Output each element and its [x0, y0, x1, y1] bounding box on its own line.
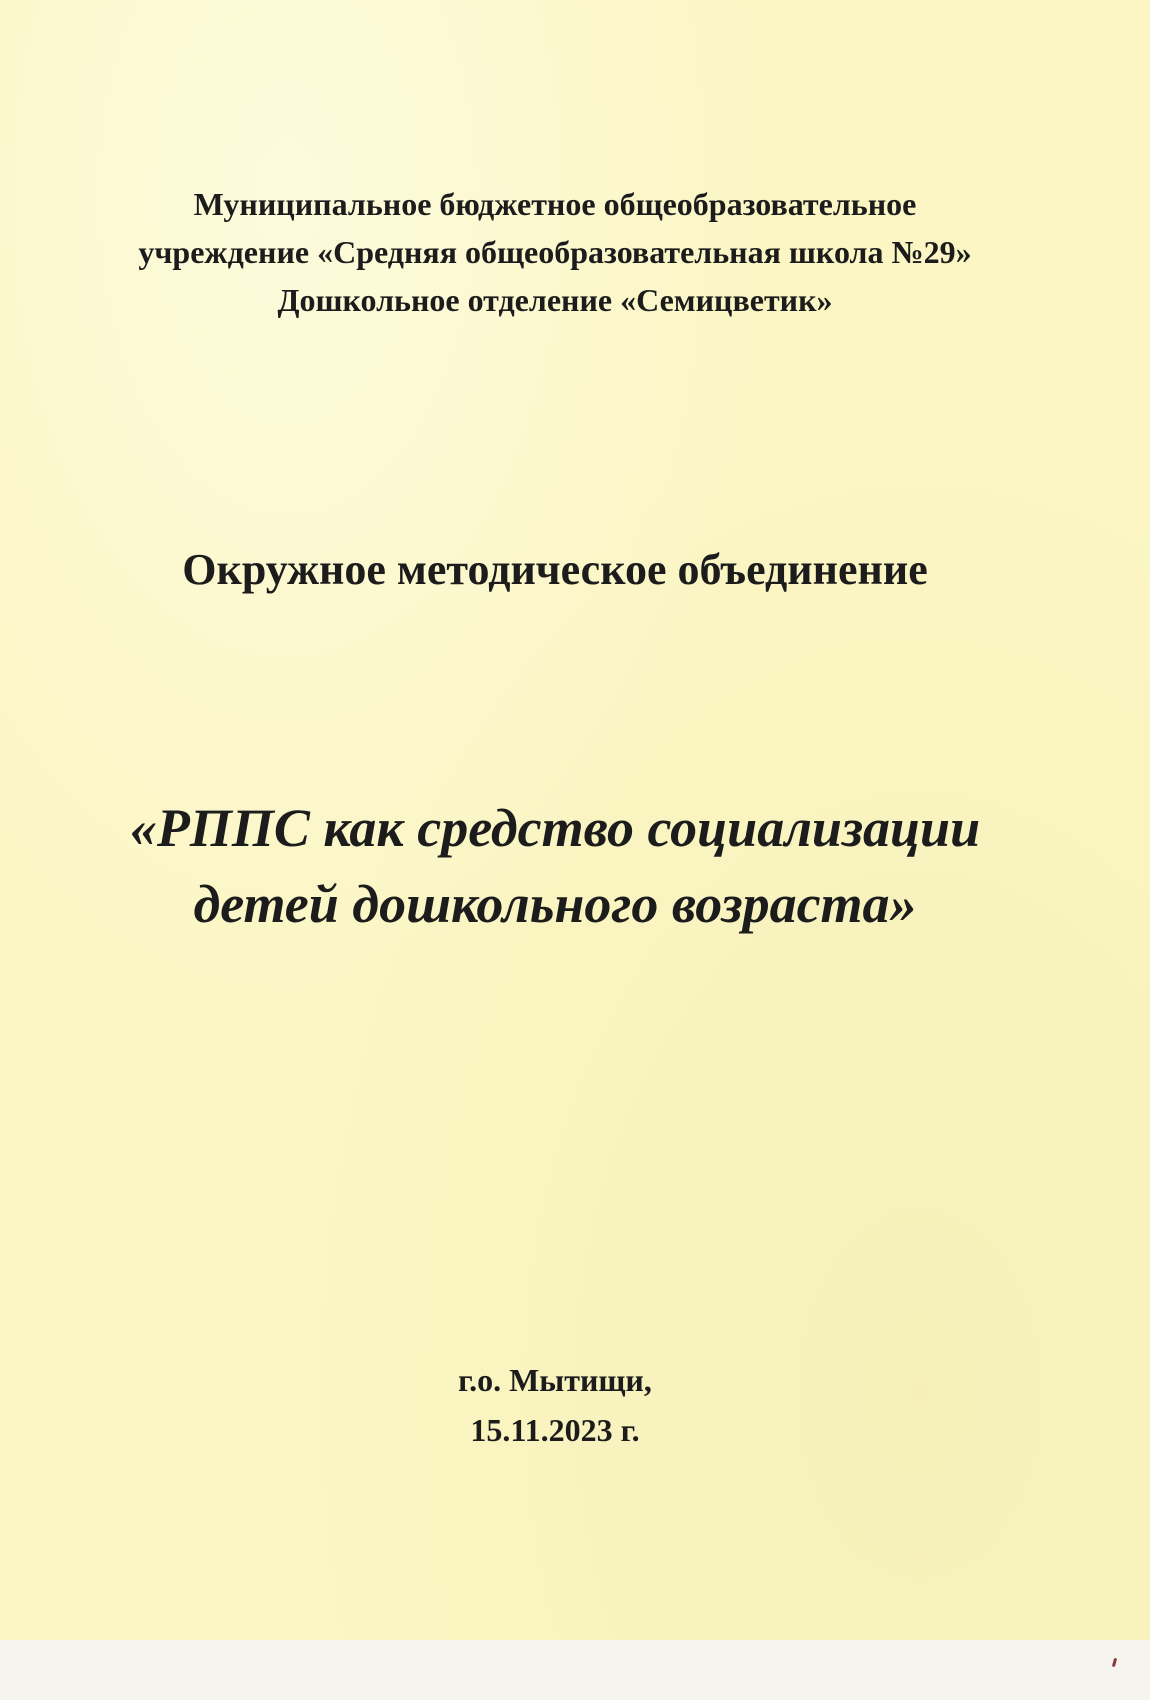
- topic-title: [0, 790, 1110, 942]
- association-title: Окружное методическое объединение: [182, 545, 928, 594]
- date-text: 15.11.2023 г.: [470, 1412, 640, 1448]
- topic-line-2: детей дошкольного возраста»: [193, 874, 917, 934]
- scan-margin: [0, 1640, 1150, 1700]
- place-date-block: [0, 1355, 1110, 1455]
- institution-line-2: учреждение «Средняя общеобразовательная школа №29»: [138, 234, 972, 270]
- institution-header: [0, 180, 1110, 324]
- topic-line-1: «РППС как средство социализации: [129, 798, 981, 858]
- institution-line-3: Дошкольное отделение «Семицветик»: [277, 282, 833, 318]
- place-text: г.о. Мытищи,: [458, 1362, 652, 1398]
- institution-line-1: Муниципальное бюджетное общеобразовательное: [193, 186, 917, 222]
